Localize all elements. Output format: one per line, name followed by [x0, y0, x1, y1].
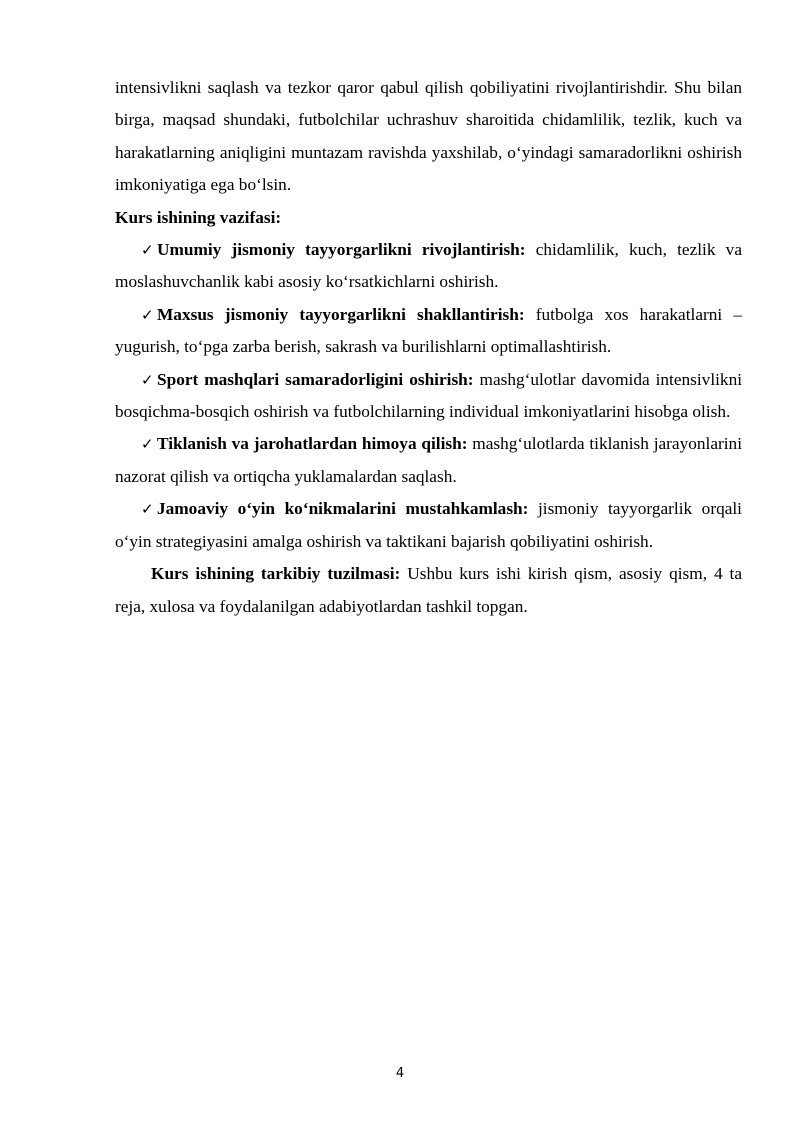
checkmark-icon: ✓	[141, 370, 154, 389]
task-text: mashgʻulotlar davomida intensivlikni bosqichma-bosqich oshirish va futbolchilarning individual imkoniyatlarini hisobga olish.	[115, 369, 743, 422]
document-body	[115, 72, 742, 623]
checkmark-icon: ✓	[141, 500, 154, 519]
checkmark-icon: ✓	[141, 305, 154, 324]
task-item	[115, 428, 742, 493]
checkmark-icon: ✓	[141, 435, 154, 454]
task-text: futbolga xos harakatlarni – yugurish, toʻpga zarba berish, sakrash va burilishlarni optimallashtirish.	[115, 304, 742, 357]
structure-text: Ushbu kurs ishi kirish qism, asosiy qism, 4 ta reja, xulosa va foydalanilgan adabiyotlardan tashkil topgan.	[115, 564, 743, 616]
task-item	[115, 493, 742, 558]
intro-paragraph: intensivlikni saqlash va tezkor qaror qabul qilish qobiliyatini rivojlantirishdir. Shu bilan birga, maqsad shundaki, futbolchilar uchrashuv sharoitida chidamlilik, tezlik, kuch va harakatlarning aniqligini muntazam ravishda yaxshilab, oʻyindagi samaradorlikni oshirish imkoniyatiga ega boʻlsin.	[115, 78, 742, 195]
task-text: jismoniy tayyorgarlik orqali oʻyin strategiyasini amalga oshirish va taktikani bajarish qobiliyatini oshirish.	[115, 499, 742, 551]
tasks-heading: Kurs ishining vazifasi:	[115, 207, 282, 227]
checkmark-icon: ✓	[141, 241, 154, 260]
task-title: Sport mashqlari samaradorligini oshirish:	[157, 369, 474, 389]
task-title: Tiklanish va jarohatlardan himoya qilish:	[157, 434, 468, 454]
task-title: Jamoaviy oʻyin koʻnikmalarini mustahkamlash:	[157, 499, 529, 519]
task-text: mashgʻulotlarda tiklanish jarayonlarini nazorat qilish va ortiqcha yuklamalardan saqlash.	[115, 434, 742, 486]
task-item	[115, 234, 742, 299]
task-text: chidamlilik, kuch, tezlik va moslashuvchanlik kabi asosiy koʻrsatkichlarni oshirish.	[115, 240, 742, 292]
task-item	[115, 364, 742, 429]
page-number: 4	[395, 1066, 405, 1081]
task-title: Umumiy jismoniy tayyorgarlikni rivojlantirish:	[157, 240, 526, 260]
task-item	[115, 299, 742, 364]
structure-title: Kurs ishining tarkibiy tuzilmasi:	[151, 564, 401, 584]
structure-paragraph	[115, 558, 742, 623]
task-title: Maxsus jismoniy tayyorgarlikni shakllantirish:	[157, 304, 525, 324]
